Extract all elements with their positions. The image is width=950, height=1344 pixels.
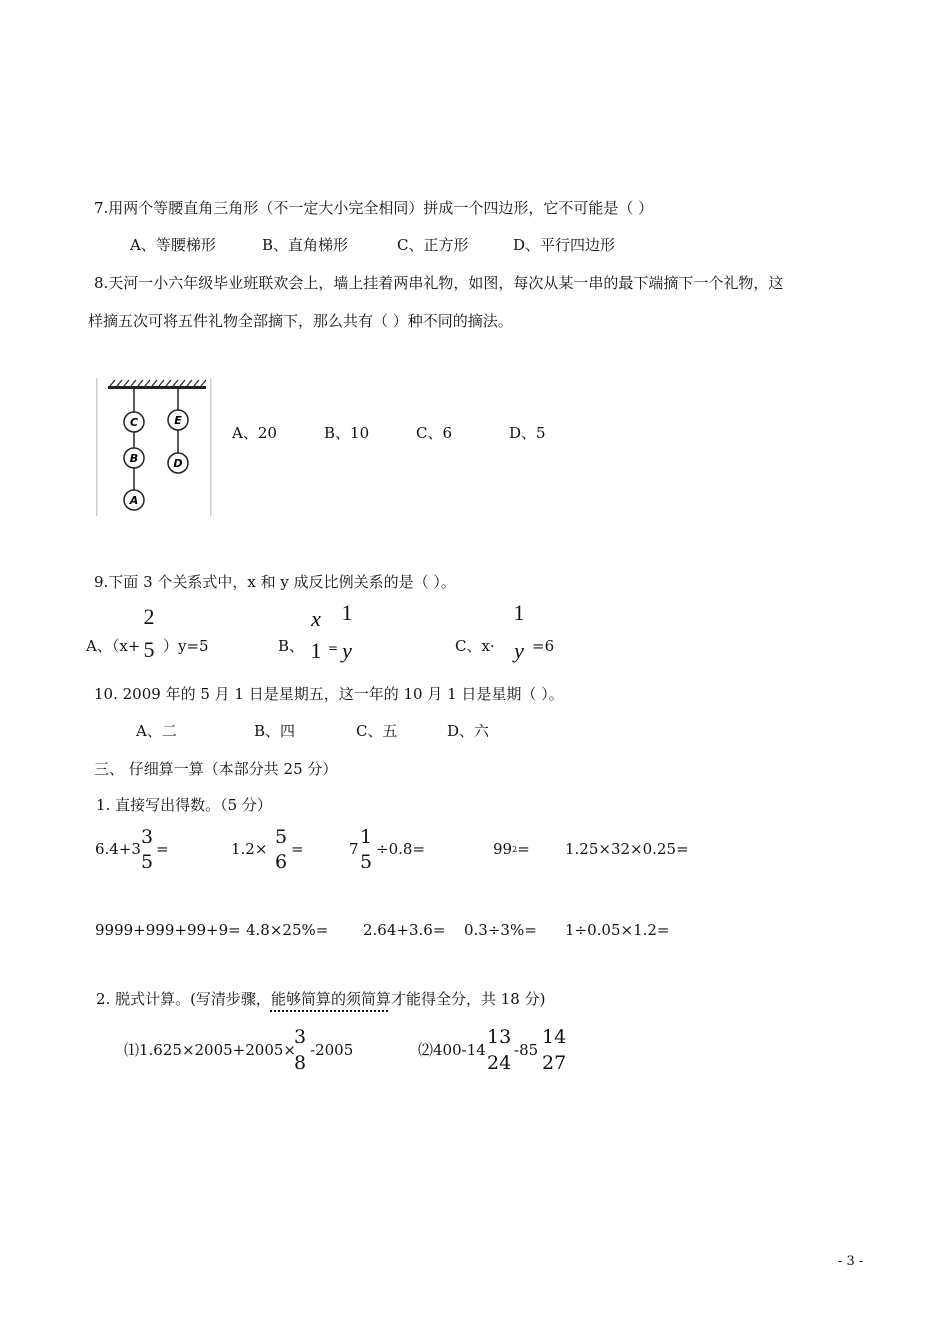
problem2-denominator1: 24 <box>487 1052 512 1074</box>
q8-option-c: C、6 <box>416 424 453 442</box>
q7-option-b: B、直角梯形 <box>262 236 349 254</box>
q10-option-c: C、五 <box>356 722 398 740</box>
calc10: 1÷0.05×1.2= <box>565 921 670 939</box>
problem2-prefix: ⑵400-14 <box>418 1041 486 1059</box>
problem1-numerator: 3 <box>293 1026 307 1048</box>
calc1-prefix: 6.4+3 <box>95 840 141 858</box>
q9-stem: 9.下面 3 个关系式中，x 和 y 成反比例关系的是（ ）。 <box>94 573 456 591</box>
q8-stem-line1: 8.天河一小六年级毕业班联欢会上，墙上挂着两串礼物，如图，每次从某一串的最下端摘下一个礼物，这 <box>94 274 784 292</box>
gift-b-label: B <box>129 452 139 465</box>
page-number: - 3 - <box>838 1254 864 1269</box>
q9-a-numerator: 2 <box>143 604 155 629</box>
q9-b-right-denominator: y <box>342 638 352 663</box>
gift-a-label: A <box>129 494 139 507</box>
section3-title: 三、 仔细算一算（本部分共 25 分） <box>94 760 338 778</box>
q7-stem: 7.用两个等腰直角三角形（不一定大小完全相同）拼成一个四边形，它不可能是（ ） <box>94 199 654 217</box>
q9-b-denominator: 1 <box>310 638 322 663</box>
calc1-denominator: 5 <box>140 851 154 873</box>
part2-title <box>96 992 545 1007</box>
calc1-numerator: 3 <box>140 826 154 848</box>
problem2-middle: -85 <box>514 1041 539 1059</box>
gift-d-label: D <box>173 457 183 470</box>
q8-option-a: A、20 <box>232 424 277 442</box>
problem1-prefix: ⑴1.625×2005+2005× <box>124 1041 296 1059</box>
q7-option-d: D、平行四边形 <box>513 236 616 254</box>
problem2-denominator2: 27 <box>542 1052 567 1074</box>
part2-title-suffix: 才能得全分，共 18 分) <box>390 990 546 1008</box>
q9-c-prefix: C、x· <box>455 637 495 655</box>
q9-a-prefix: A、（x+ <box>86 637 141 655</box>
problem2-numerator2: 14 <box>542 1026 567 1048</box>
calc4-base: 99 <box>493 840 513 858</box>
q9-a-suffix: ）y=5 <box>163 637 209 655</box>
q9-b-prefix: B、 <box>278 637 305 655</box>
gift-e-label: E <box>174 414 182 427</box>
q10-option-b: B、四 <box>254 722 296 740</box>
problem2-numerator1: 13 <box>487 1026 512 1048</box>
calc8: 2.64+3.6= <box>363 921 446 939</box>
q8-stem-line2: 样摘五次可将五件礼物全部摘下，那么共有（ ）种不同的摘法。 <box>88 312 513 330</box>
calc4 <box>493 842 530 857</box>
calc6: 9999+999+99+9= <box>95 921 241 939</box>
q9-c-denominator: y <box>514 638 524 663</box>
gift-c-label: C <box>129 416 139 429</box>
calc7: 4.8×25%= <box>246 921 329 939</box>
part2-title-emphasis: 能够简算的须简算 <box>270 990 391 1008</box>
q10-option-d: D、六 <box>447 722 490 740</box>
calc3-prefix: 7 <box>349 840 359 858</box>
part2-title-prefix: 2. 脱式计算。(写清步骤， <box>96 990 271 1008</box>
part1-title: 1. 直接写出得数。（5 分） <box>96 796 272 814</box>
calc4-suffix: = <box>517 840 530 858</box>
q7-option-c: C、正方形 <box>397 236 469 254</box>
problem1-suffix: -2005 <box>310 1041 354 1059</box>
q9-c-numerator: 1 <box>513 600 525 625</box>
q7-option-a: A、等腰梯形 <box>130 236 216 254</box>
q9-b-equals: = <box>328 641 339 655</box>
q10-option-a: A、二 <box>136 722 177 740</box>
q10-stem: 10. 2009 年的 5 月 1 日是星期五，这一年的 10 月 1 日是星期（ ）。 <box>94 685 564 703</box>
calc2-numerator: 5 <box>274 826 288 848</box>
calc5: 1.25×32×0.25= <box>565 840 689 858</box>
calc1-suffix: = <box>156 840 169 858</box>
q9-b-right-numerator: 1 <box>341 600 353 625</box>
calc9: 0.3÷3%= <box>464 921 537 939</box>
q9-a-denominator: 5 <box>143 637 155 662</box>
calc2-suffix: = <box>291 840 304 858</box>
calc3-suffix: ÷0.8= <box>376 840 425 858</box>
problem1-denominator: 8 <box>293 1052 307 1074</box>
q8-option-b: B、10 <box>324 424 370 442</box>
q8-option-d: D、5 <box>509 424 546 442</box>
q9-b-numerator: x <box>311 606 321 631</box>
calc2-prefix: 1.2× <box>231 840 268 858</box>
calc3-numerator: 1 <box>359 826 373 848</box>
calc2-denominator: 6 <box>274 851 288 873</box>
gift-strings-figure <box>96 378 212 518</box>
calc3-denominator: 5 <box>359 851 373 873</box>
q9-c-suffix: =6 <box>532 637 555 655</box>
calc4-exponent: 2 <box>512 845 518 854</box>
